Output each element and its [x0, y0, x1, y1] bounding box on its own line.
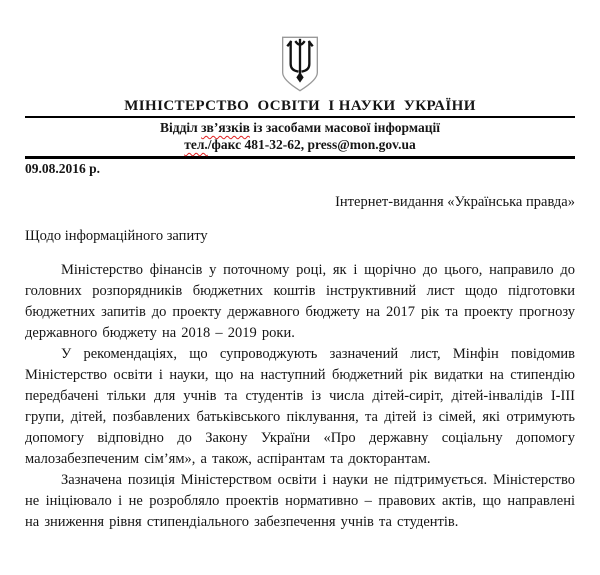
letter-body: [25, 260, 575, 533]
coat-of-arms: [25, 0, 575, 92]
spellchecked-word: тел.: [184, 137, 208, 152]
spellchecked-word: зв’язків: [201, 120, 250, 135]
ministry-name: МІНІСТЕРСТВО ОСВІТИ І НАУКИ УКРАЇНИ: [124, 98, 476, 114]
paragraph: У рекомендаціях, що супроводжують зазначений лист, Мінфін повідомив Міністерство освіти і науки, що на наступний бюджетний рік видатки на стипендію передбачені тільки для учнів та студентів із числа дітей-сиріт, дітей-інвалідів І-ІІІ групи, дітей, позбавлених батьківського піклування, та дітей із сімей, які отримують допомогу відповідно до Закону України «Про державну соціальну допомогу малозабезпеченим сім’ям», а також, аспірантам та докторантам.: [25, 346, 575, 467]
recipient: Інтернет-видання «Українська правда»: [335, 194, 575, 210]
header-rule-bottom: [25, 156, 575, 159]
paragraph: Міністерство фінансів у поточному році, як і щорічно до цього, направило до головних розпорядників бюджетних коштів інструктивний лист щодо підготовки бюджетних запитів до проекту державного бюджету на 2017 рік та проекту прогнозу державного бюджету на 2018 – 2019 роки.: [25, 262, 575, 341]
subject: Щодо інформаційного запиту: [25, 228, 208, 244]
letter-document: [25, 0, 575, 533]
header-rule-top: [25, 116, 575, 118]
department-line: [25, 119, 575, 136]
contact-line-rest: /факс 481-32-62, press@mon.gov.ua: [207, 137, 416, 152]
department-line-suffix: із засобами масової інформації: [249, 120, 440, 135]
letter-date: 09.08.2016 р.: [25, 161, 101, 176]
contact-line: [25, 136, 575, 153]
department-line-prefix: Відділ: [160, 120, 202, 135]
trident-icon: [280, 36, 320, 92]
paragraph: Зазначена позиція Міністерством освіти і науки не підтримується. Міністерство не ініціювало і не розробляло проектів нормативно – правових актів, що направлені на зниження рівня стипендіального забезпечення учнів та студентів.: [25, 472, 575, 530]
